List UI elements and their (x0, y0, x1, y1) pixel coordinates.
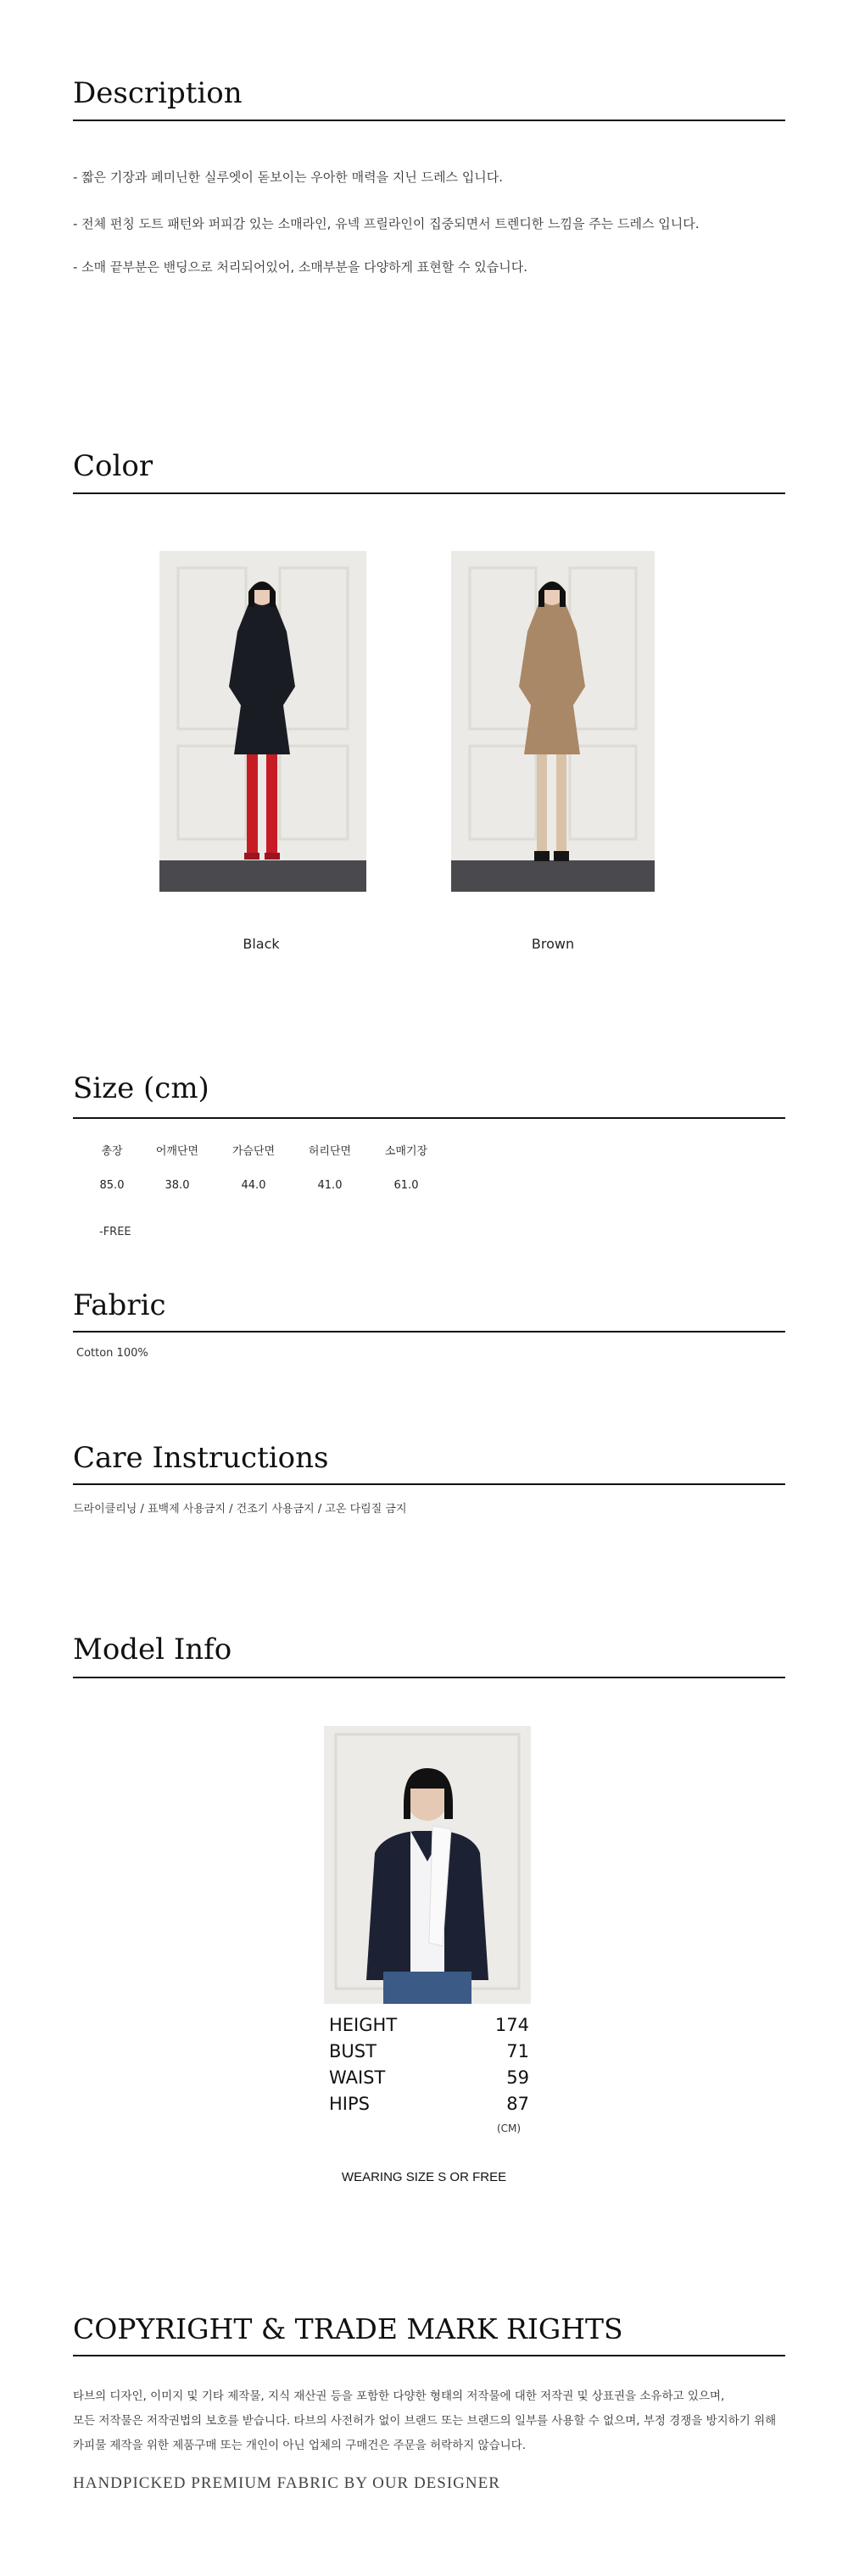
care-value: 드라이클리닝 / 표백제 사용금지 / 건조기 사용금지 / 고온 다림질 금지 (73, 1503, 407, 1516)
fabric-value: Cotton 100% (76, 1347, 148, 1360)
size-divider (73, 1117, 785, 1119)
size-header: 어깨단면 (155, 1144, 199, 1158)
model-stat-label: BUST (329, 2041, 377, 2061)
copyright-line: 타브의 디자인, 이미지 및 기타 제작물, 지식 재산권 등을 포함한 다양한 형태의 저작물에 대한 저작권 및 상표권을 소유하고 있으며, (73, 2390, 725, 2403)
size-table (85, 1132, 444, 1203)
black-dress-photo (159, 551, 366, 892)
size-value: 41.0 (317, 1178, 343, 1192)
swatch-label-brown: Brown (531, 936, 575, 952)
size-value: 38.0 (165, 1178, 190, 1192)
color-title: Color (73, 449, 153, 483)
color-divider (73, 492, 785, 494)
model-stat-value: 87 (506, 2094, 529, 2114)
model-stat-value: 71 (506, 2041, 529, 2061)
size-value: 44.0 (241, 1178, 266, 1192)
size-value: 61.0 (393, 1178, 419, 1192)
size-header-row (85, 1132, 444, 1167)
size-value: 85.0 (99, 1178, 125, 1192)
copyright-line: 모든 저작물은 저작권법의 보호를 받습니다. 타브의 사전허가 없이 브랜드 또는 브랜드의 일부를 사용할 수 없으며, 부정 경쟁을 방지하기 위해 (73, 2414, 777, 2428)
size-header: 총장 (101, 1144, 123, 1158)
tights-shape (247, 754, 258, 854)
description-title: Description (73, 76, 243, 110)
fabric-title: Fabric (73, 1288, 166, 1322)
model-stat-label: WAIST (329, 2067, 386, 2088)
copyright-title: COPYRIGHT & TRADE MARK RIGHTS (73, 2312, 623, 2345)
size-note: -FREE (99, 1226, 131, 1238)
swatch-label-black: Black (243, 936, 280, 952)
model-stat-label: HIPS (329, 2094, 370, 2114)
size-header: 허리단면 (308, 1144, 352, 1158)
copyright-line: 카피물 제작을 위한 제품구매 또는 개인이 아닌 업체의 구매건은 주문을 허락하지 않습니다. (73, 2439, 527, 2452)
size-title: Size (cm) (73, 1071, 209, 1105)
model-stat-value: 59 (506, 2067, 529, 2088)
model-title: Model Info (73, 1633, 232, 1666)
copyright-tagline: HANDPICKED PREMIUM FABRIC BY OUR DESIGNER (73, 2474, 500, 2492)
wearing-size: WEARING SIZE S OR FREE (341, 2170, 507, 2184)
description-divider (73, 120, 785, 121)
size-header: 소매기장 (384, 1144, 428, 1158)
description-line: - 짧은 기장과 페미닌한 실루엣이 돋보이는 우아한 매력을 지닌 드레스 입니다. (73, 170, 504, 185)
care-divider (73, 1483, 785, 1485)
brown-dress-photo (451, 551, 655, 892)
size-value-row (85, 1167, 444, 1203)
description-line: - 소매 끝부분은 밴딩으로 처리되어있어, 소매부분을 다양하게 표현할 수 있습니다. (73, 259, 528, 275)
model-stat-value: 174 (494, 2015, 529, 2035)
fabric-divider (73, 1331, 785, 1333)
size-header: 가슴단면 (232, 1144, 276, 1158)
model-photo (324, 1726, 531, 2004)
description-line: - 전체 펀칭 도트 패턴와 퍼피감 있는 소매라인, 유넥 프릴라인이 집중되면서 트렌디한 느낌을 주는 드레스 입니다. (73, 216, 700, 231)
model-divider (73, 1677, 785, 1678)
model-unit: (CM) (497, 2123, 522, 2134)
model-stat-label: HEIGHT (329, 2015, 398, 2035)
care-title: Care Instructions (73, 1441, 329, 1475)
copyright-divider (73, 2355, 785, 2356)
